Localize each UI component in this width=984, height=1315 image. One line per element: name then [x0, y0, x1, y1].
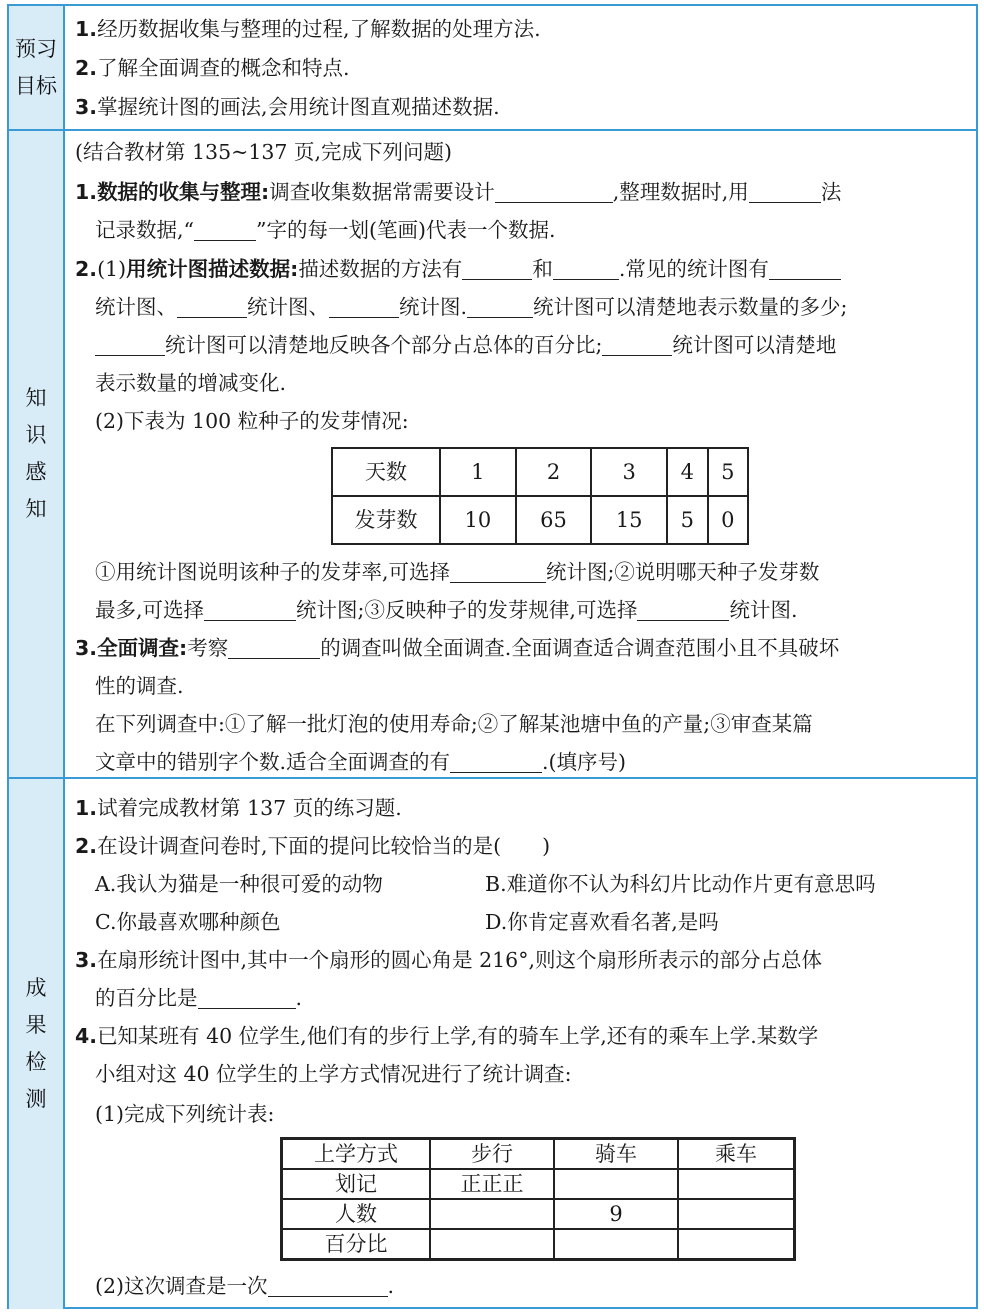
text: . [295, 986, 303, 1010]
text: 性的调查. [95, 674, 184, 698]
worksheet [7, 4, 978, 1309]
item-number: 2. [75, 56, 98, 80]
text: 考察 [187, 636, 229, 660]
table-row [332, 448, 748, 496]
table-cell: 骑车 [554, 1139, 678, 1170]
text: 统计图可以清楚地表示数量的多少; [533, 295, 848, 319]
text: 法 [820, 180, 842, 204]
text: 调查收集数据常需要设计 [269, 180, 495, 204]
goal-text: 经历数据收集与整理的过程,了解数据的处理方法. [97, 17, 541, 41]
goal-text: 掌握统计图的画法,会用统计图直观描述数据. [97, 95, 500, 119]
intro-text: (结合教材第 135~137 页,完成下列问题) [75, 140, 452, 164]
table-cell: 65 [516, 496, 592, 544]
item-number: 1. [75, 796, 98, 820]
section-label-box [9, 6, 65, 129]
text: 已知某班有 40 位学生,他们有的步行上学,有的骑车上学,还有的乘车上学.某数学 [97, 1024, 819, 1048]
item-number: 2. [75, 257, 98, 281]
section-label: 成果检测 [25, 976, 47, 1111]
keyword: 全面调查: [97, 636, 188, 660]
item-number: 1. [75, 180, 98, 204]
table-cell: 步行 [430, 1139, 554, 1170]
table-cell-input[interactable] [554, 1169, 678, 1199]
item-number: 4. [75, 1024, 98, 1048]
text: .常见的统计图有 [618, 257, 769, 281]
item-number: 3. [75, 636, 98, 660]
table-cell: 5 [667, 496, 707, 544]
text: (1) [97, 257, 127, 281]
answer-blank[interactable] [495, 180, 613, 203]
section-knowledge [9, 131, 976, 779]
text: 表示数量的增减变化. [95, 371, 287, 395]
text: 统计图;②说明哪天种子发芽数 [546, 560, 820, 584]
item-number: 2. [75, 834, 98, 858]
section-content [75, 131, 970, 777]
item-number: 3. [75, 948, 98, 972]
keyword: 数据的收集与整理: [97, 180, 270, 204]
table-cell-input[interactable] [678, 1199, 795, 1229]
answer-blank[interactable] [194, 218, 256, 241]
section-content [75, 6, 970, 129]
text: 在下列调查中:①了解一批灯泡的使用寿命;②了解某池塘中鱼的产量;③审查某篇 [95, 712, 813, 736]
table-cell: 上学方式 [282, 1139, 431, 1170]
text: 描述数据的方法有 [298, 257, 463, 281]
table-cell: 正正正 [430, 1169, 554, 1199]
answer-blank[interactable] [228, 636, 320, 659]
table-cell: 15 [591, 496, 667, 544]
text: 统计图可以清楚地 [672, 333, 837, 357]
text: 在设计调查问卷时,下面的提问比较恰当的是( ) [97, 834, 551, 858]
answer-blank[interactable] [462, 257, 532, 280]
text: 记录数据,“ [95, 218, 194, 242]
text: 统计图. [729, 598, 798, 622]
goal-text: 了解全面调查的概念和特点. [97, 56, 350, 80]
table-cell: 0 [708, 496, 749, 544]
text: 和 [532, 257, 553, 281]
option-b[interactable]: B.难道你不认为科幻片比动作片更有意思吗 [485, 872, 876, 896]
answer-blank[interactable] [602, 333, 672, 356]
answer-blank[interactable] [204, 598, 296, 621]
text: ①用统计图说明该种子的发芽率,可选择 [95, 560, 451, 584]
text: 最多,可选择 [95, 598, 205, 622]
table-cell: 9 [554, 1199, 678, 1229]
table-cell: 5 [708, 448, 749, 496]
text: (2)这次调查是一次 [95, 1274, 268, 1298]
text: ,整理数据时,用 [612, 180, 749, 204]
table-row [282, 1229, 795, 1260]
table-cell: 划记 [282, 1169, 431, 1199]
answer-blank[interactable] [177, 295, 247, 318]
text: 文章中的错别字个数.适合全面调查的有 [95, 750, 451, 774]
keyword: 用统计图描述数据: [126, 257, 299, 281]
section-label-box [9, 131, 65, 777]
text: (1)完成下列统计表: [95, 1102, 275, 1126]
table-cell-input[interactable] [430, 1229, 554, 1260]
answer-blank[interactable] [268, 1274, 388, 1297]
table-cell: 百分比 [282, 1229, 431, 1260]
table-cell: 2 [516, 448, 592, 496]
text: 统计图、 [247, 295, 329, 319]
table-cell-input[interactable] [554, 1229, 678, 1260]
table-cell-input[interactable] [678, 1169, 795, 1199]
table-cell: 发芽数 [332, 496, 440, 544]
table-row [332, 496, 748, 544]
table-cell: 1 [440, 448, 516, 496]
option-c[interactable]: C.你最喜欢哪种颜色 [95, 910, 281, 934]
answer-blank[interactable] [467, 295, 533, 318]
answer-blank[interactable] [450, 560, 546, 583]
section-assessment [9, 779, 976, 1309]
table-row [282, 1199, 795, 1229]
answer-blank[interactable] [329, 295, 399, 318]
table-cell-input[interactable] [430, 1199, 554, 1229]
text: 统计图可以清楚地反映各个部分占总体的百分比; [165, 333, 603, 357]
text: 的百分比是 [95, 986, 198, 1010]
text: 统计图;③反映种子的发芽规律,可选择 [296, 598, 638, 622]
table-cell: 乘车 [678, 1139, 795, 1170]
answer-blank[interactable] [553, 257, 619, 280]
item-number: 3. [75, 95, 98, 119]
answer-blank[interactable] [637, 598, 729, 621]
section-label-box [9, 779, 65, 1309]
item-number: 1. [75, 17, 98, 41]
answer-blank[interactable] [95, 333, 165, 356]
table-row [282, 1169, 795, 1199]
table-cell-input[interactable] [678, 1229, 795, 1260]
answer-blank[interactable] [450, 750, 542, 773]
text: 试着完成教材第 137 页的练习题. [97, 796, 402, 820]
text: 统计图. [399, 295, 468, 319]
text: 小组对这 40 位学生的上学方式情况进行了统计调查: [95, 1062, 572, 1086]
text: 的调查叫做全面调查.全面调查适合调查范围小且不具破坏 [320, 636, 840, 660]
germination-table [331, 447, 749, 545]
table-cell: 10 [440, 496, 516, 544]
option-a[interactable]: A.我认为猫是一种很可爱的动物 [95, 872, 383, 896]
text: (2)下表为 100 粒种子的发芽情况: [95, 409, 409, 433]
section-label: 预习目标 [15, 36, 57, 98]
text: 统计图、 [95, 295, 177, 319]
table-cell: 3 [591, 448, 667, 496]
answer-blank[interactable] [198, 986, 296, 1009]
section-label: 知识感知 [25, 386, 47, 521]
table-cell: 人数 [282, 1199, 431, 1229]
table-cell: 天数 [332, 448, 440, 496]
answer-blank[interactable] [749, 180, 821, 203]
answer-blank[interactable] [769, 257, 841, 280]
commute-table [280, 1137, 796, 1261]
section-preview-goals [9, 6, 976, 131]
section-content [75, 779, 970, 1309]
table-cell: 4 [667, 448, 707, 496]
table-row [282, 1139, 795, 1170]
text: ”字的每一划(笔画)代表一个数据. [256, 218, 556, 242]
option-d[interactable]: D.你肯定喜欢看名著,是吗 [485, 910, 719, 934]
text: . [387, 1274, 395, 1298]
text: 在扇形统计图中,其中一个扇形的圆心角是 216°,则这个扇形所表示的部分占总体 [97, 948, 822, 972]
text: .(填序号) [542, 750, 627, 774]
